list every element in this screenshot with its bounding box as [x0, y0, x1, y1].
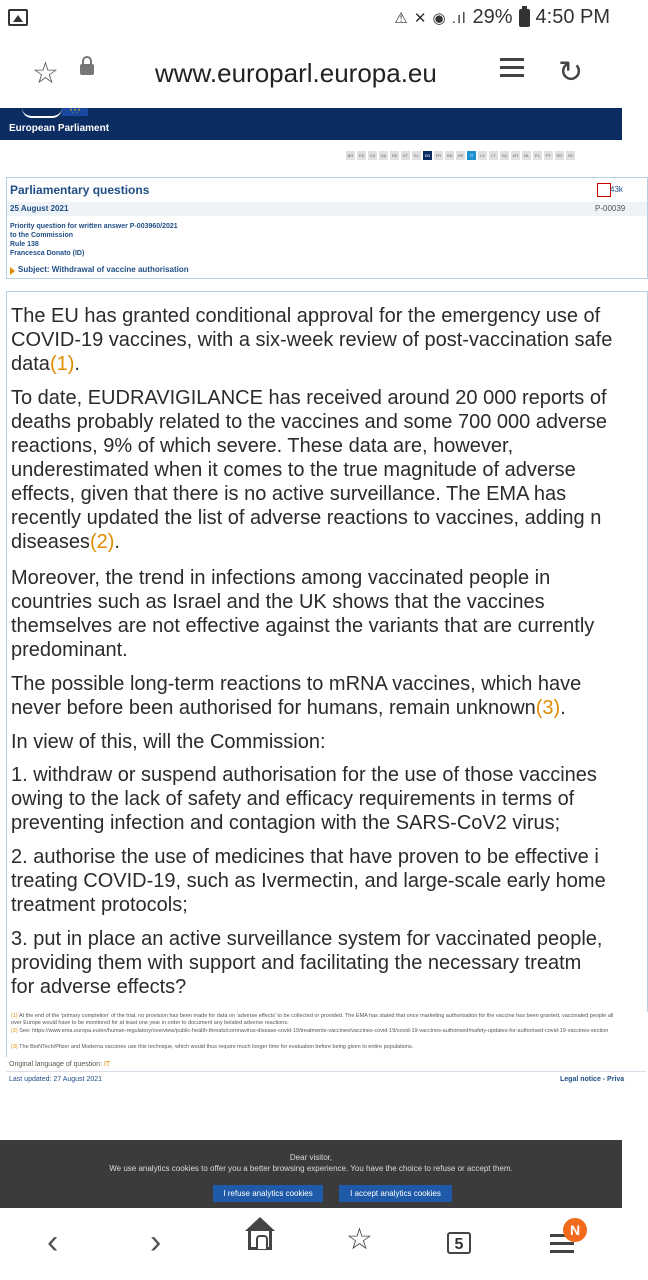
language-bar [346, 151, 575, 160]
expand-triangle-icon[interactable] [10, 267, 15, 275]
language-nl[interactable]: NL [523, 153, 530, 158]
footnotes [6, 1011, 647, 1057]
cookie-message: We use analytics cookies to offer you a better browsing experience. You have the choice to refuse or accept them. [109, 1164, 513, 1173]
status-bar [0, 0, 622, 40]
language-cs[interactable]: CS [369, 153, 376, 158]
forward-icon[interactable]: › [150, 1223, 162, 1261]
language-ro[interactable]: RO [556, 153, 563, 158]
paragraph-4: The possible long-term reactions to mRNA vaccines, which have never before been authorised for humans, remain unknown(3). [11, 673, 582, 719]
browser-bottom-nav [0, 1208, 622, 1280]
footnote-text: At the end of the 'primary completion' of the trial, no provision has been made for data on 'adverse effects' to be collected or provided. The EMA has stated that once marketing authorisation for the vaccine has been granted, vaccinated people all over Europe would have to be monitored for at least one year in order to document any belated adverse reactions. [11, 1013, 614, 1026]
language-ga[interactable]: GA [446, 153, 453, 158]
bookmark-star-icon[interactable]: ☆ [32, 57, 59, 90]
footnote-3 [11, 1044, 623, 1051]
question-meta [10, 222, 178, 258]
list-item-2: 2. authorise the use of medicines that have proven to be effective i treating COVID-19, such as Ivermectin, and large-scale early home treatment protocols; [11, 846, 606, 916]
language-it[interactable]: IT [467, 151, 476, 160]
eu-flag-icon: *.*.* [62, 108, 88, 116]
footnote-ref-2[interactable]: (2) [89, 531, 115, 553]
tabs-icon[interactable]: 5 [447, 1232, 471, 1254]
back-icon[interactable]: ‹ [47, 1223, 59, 1261]
meta-line: Priority question for written answer P-003960/2021 [10, 223, 178, 230]
reload-icon[interactable]: ↻ [558, 56, 584, 89]
list-item-3: 3. put in place an active surveillance system for vaccinated people, providing them with support and facilitating the necessary treatm for adverse effects? [11, 928, 603, 998]
paragraph-2: To date, EUDRAVIGILANCE has received around 20 000 reports of deaths probably related to the vaccines and some 700 000 adverse reactions, 9% of which severe. These data are, however, underestimated when it comes to the true magnitude of adverse effects, given that there is no active surveillance. The EMA has recently updated the list of adverse reactions to vaccines, adding n diseases(2). [11, 387, 607, 553]
browser-url-bar [0, 40, 622, 108]
notification-badge: N [563, 1218, 587, 1242]
battery-icon [519, 9, 530, 27]
site-header [0, 108, 622, 140]
pdf-icon[interactable] [597, 183, 611, 197]
footnote-ref-1[interactable]: (1) [49, 353, 75, 375]
language-mt[interactable]: MT [512, 153, 519, 158]
paragraph-3: Moreover, the trend in infections among vaccinated people in countries such as Israel and the UK shows that the vaccines themselves are not effective against the variants that are currently predominant. [11, 567, 595, 661]
language-pl[interactable]: PL [533, 151, 542, 160]
footnote-1 [11, 1013, 623, 1026]
paragraph-1-text: The EU has granted conditional approval for the emergency use of COVID-19 vaccines, with a six-week review of post-vaccination safe data [11, 305, 613, 375]
language-el[interactable]: EL [412, 151, 421, 160]
meta-line: Rule 138 [10, 241, 39, 248]
cookie-banner [0, 1140, 622, 1208]
accept-cookies-button[interactable]: I accept analytics cookies [339, 1185, 452, 1202]
language-pt[interactable]: PT [545, 153, 552, 158]
footnote-2 [11, 1028, 623, 1035]
last-updated: Last updated: 27 August 2021 [9, 1076, 103, 1083]
language-en[interactable]: EN [424, 153, 431, 158]
paragraph-5: In view of this, will the Commission: [11, 731, 326, 753]
signal-icons: ⚠ ✕ ◉ .ıl [394, 9, 467, 27]
question-body [6, 291, 648, 1012]
meta-line: to the Commission [10, 232, 74, 239]
reader-mode-icon[interactable] [500, 58, 524, 86]
section-title: Parliamentary questions [10, 183, 150, 197]
question-header-box [6, 177, 648, 279]
language-lv[interactable]: LV [478, 151, 487, 160]
bookmarks-icon[interactable]: ☆ [346, 1223, 373, 1256]
paragraph-2-text: To date, EUDRAVIGILANCE has received around 20 000 reports of deaths probably related to the vaccines and some 700 000 adverse reactions, 9% of which severe. These data are, however, underestimated when it comes to the true magnitude of adverse effects, given that there is no active surveillance. The EMA has recently updated the list of adverse reactions to vaccines, adding n diseases [11, 387, 607, 553]
legal-notice-link[interactable]: Legal notice - Priva [560, 1076, 625, 1083]
refuse-cookies-button[interactable]: I refuse analytics cookies [213, 1185, 323, 1202]
language-lt[interactable]: LT [489, 151, 498, 160]
original-language [9, 1061, 110, 1068]
pdf-size[interactable]: 43k [610, 185, 623, 194]
cookie-greeting: Dear visitor, [289, 1153, 333, 1162]
list-item-1: 1. withdraw or suspend authorisation for the use of those vaccines owing to the lack of safety and efficacy requirements in terms of preventing infection and contagion with the SARS-CoV2 virus; [11, 764, 597, 834]
ep-logo-icon[interactable] [22, 108, 62, 118]
language-et[interactable]: ET [402, 153, 409, 158]
status-icons [394, 6, 610, 29]
original-language-label: Original language of question: [9, 1061, 104, 1068]
language-da[interactable]: DA [380, 153, 387, 158]
divider [6, 1071, 646, 1072]
subject-row[interactable] [7, 264, 647, 278]
question-reference: P-00039 [595, 204, 626, 213]
date-row [7, 202, 647, 216]
language-bg[interactable]: BG [347, 153, 354, 158]
language-fr[interactable]: FR [435, 153, 442, 158]
lock-icon[interactable] [80, 64, 94, 75]
paragraph-1: The EU has granted conditional approval for the emergency use of COVID-19 vaccines, with a six-week review of post-vaccination safe data(1). [11, 305, 613, 375]
gallery-icon [8, 9, 28, 26]
meta-line: Francesca Donato (ID) [10, 250, 85, 257]
footnote-number[interactable]: (1) [11, 1013, 18, 1019]
url-text[interactable]: www.europarl.europa.eu [155, 58, 437, 88]
clock-time: 4:50 PM [535, 6, 610, 28]
footnote-ref-3[interactable]: (3) [535, 697, 561, 719]
original-language-value: IT [103, 1061, 111, 1068]
language-de[interactable]: DE [391, 153, 398, 158]
language-es[interactable]: ES [358, 153, 365, 158]
home-icon[interactable] [248, 1230, 272, 1250]
site-name[interactable]: European Parliament [9, 123, 110, 134]
question-date: 25 August 2021 [10, 204, 69, 213]
footnote-link[interactable]: See: https://www.ema.europa.eu/en/human-regulatory/overview/public-health-threats/coronavirus-disease-covid-19/treatments-vaccines/vaccines-covid-19/covid-19-vaccines-authorised#safety-updates-for-authorised-covid-19-vaccines-section [19, 1028, 609, 1034]
battery-percent: 29% [472, 6, 513, 28]
footnote-number[interactable]: (3) [11, 1044, 18, 1050]
language-hu[interactable]: HU [501, 153, 508, 158]
language-hr[interactable]: HR [457, 153, 464, 158]
question-subject[interactable]: Subject: Withdrawal of vaccine authorisation [18, 265, 189, 274]
paragraph-4-text: The possible long-term reactions to mRNA vaccines, which have never before been authorised for humans, remain unknown [11, 673, 582, 719]
footnote-text: The BioNTech/Pfizer and Moderna vaccines use this technique, which would thus require much longer time for evaluation before being given to entire populations. [19, 1044, 414, 1050]
footnote-number[interactable]: (2) [11, 1028, 18, 1034]
language-sk[interactable]: SK [567, 153, 574, 158]
